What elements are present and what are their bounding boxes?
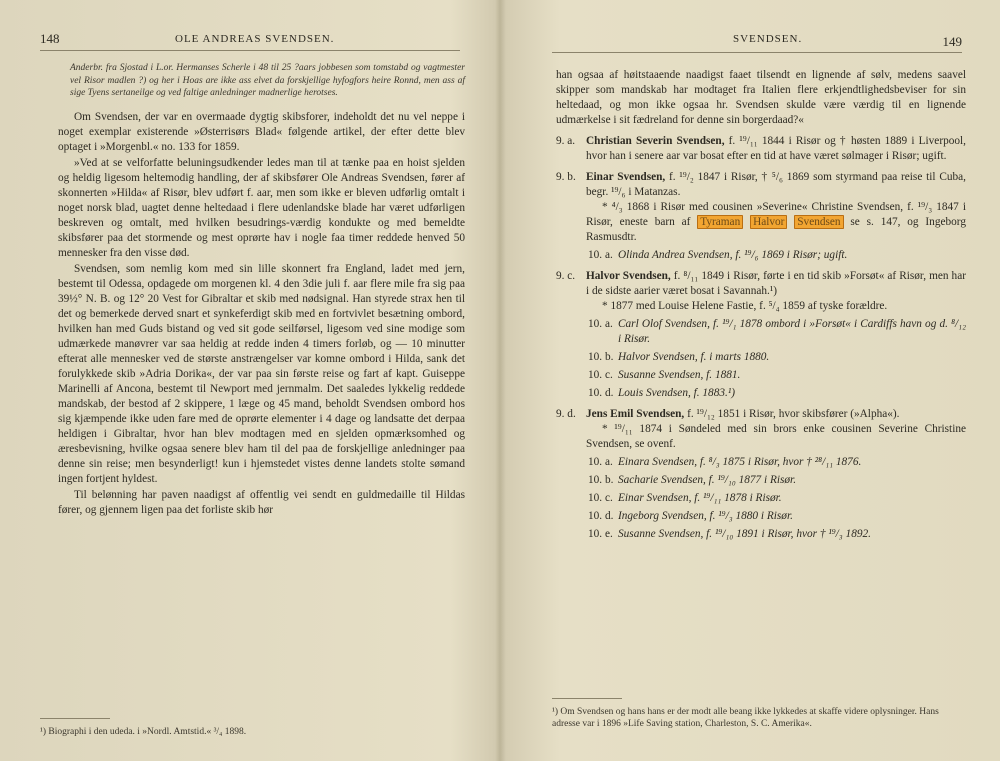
footnote-rule (40, 718, 110, 719)
child-entry: 10. a. Olinda Andrea Svendsen, f. ¹⁹/₆ 1869 i Risør; ugift. (588, 249, 848, 261)
highlighted-word[interactable]: Svendsen (794, 215, 843, 229)
entry-mark: 9. b. (556, 171, 576, 183)
entry-name: Einar Svendsen, (586, 171, 666, 183)
child-entry: 10. a. Einara Svendsen, f. ⁸/₃ 1875 i Risør, hvor † ²⁸/₁₁ 1876. (588, 456, 862, 468)
paragraph: Til belønning har paven naadigst af offentlig vei sendt en guldmedaille til Hildas fører, og gjennem ligen paa det forliste skib hør (58, 488, 465, 516)
child-entry: 10. d. Ingeborg Svendsen, f. ¹⁹/₃ 1880 i Risør. (588, 510, 793, 522)
entry-mark: 9. a. (556, 135, 576, 147)
entry-name: Halvor Svendsen, (586, 270, 671, 282)
genealogy-entry (556, 170, 966, 200)
paragraph: han ogsaa af høitstaaende naadigst faaet tilsendt en lignende af sølv, medens saavel skipper som mandskab har modtaget fra Italien flere erkjendtlighedsbeviser for sin heltedaad, og mon ikke ogsaa hr. Svendsen skulde være værdig til en lignende udmærkelse i sit fædreland for denne sin borgerdaad?« (556, 69, 966, 126)
right-body (556, 68, 966, 542)
child-entry: 10. b. Sacharie Svendsen, f. ¹⁹/₁₀ 1877 i Risør. (588, 474, 797, 486)
entry-text: f. ⁸/₁₁ 1849 i Risør, førte i en tid skib »Forsøt« af Risør, men har i de sidste aarier været bosat i Savannah.¹) (586, 270, 966, 297)
footnote: ¹) Om Svendsen og hans hans er der modt alle beang ikke lykkedes at skaffe videre oplysninger. Hans adresse var i 1896 »Life Saving station, Charleston, S. C. Amerika«. (552, 707, 939, 729)
child-entry: 10. a. Carl Olof Svendsen, f. ¹⁹/₁ 1878 ombord i »Forsøt« i Cardiffs havn og d. ⁸/₁₂ i Risør. (588, 318, 966, 345)
page-number: 148 (40, 31, 60, 46)
highlighted-word[interactable]: Tyraman (697, 215, 743, 229)
intro-note: Anderbr. fra Sjostad i L.or. Hermanses Scherle i 48 til 25 ?aars jobbesen som tomstabd og vagtmester vel Risor madlen ?) og her i Hoas are ikke ass elvet da forskjellige hyfogfors heire Ronnd, men ass af sige Tyens sertaneilge og ved faltige anledninger madnerlige herotses. (70, 63, 465, 98)
right-page (500, 0, 1000, 761)
entry-mark: 9. d. (556, 408, 576, 420)
footnote: ¹) Biographi i den udeda. i »Nordl. Amtstid.« ³/₄ 1898. (40, 727, 247, 737)
child-entry: 10. c. Susanne Svendsen, f. 1881. (588, 369, 741, 381)
left-body (58, 62, 465, 519)
entry-name: Jens Emil Svendsen, (586, 408, 685, 420)
child-entry: 10. e. Susanne Svendsen, f. ¹⁹/₁₀ 1891 i Risør, hvor † ¹⁹/₃ 1892. (588, 528, 871, 540)
entry-text: f. ¹⁹/₁₁ 1844 i Risør og † høsten 1889 i Liverpool, hvor han i senere aar var bosat efter en tid at have været sølmager i Risør; ugift. (586, 135, 966, 162)
marriage-line: * 1877 med Louise Helene Fastie, f. ⁵/₄ 1859 af tyske forældre. (602, 300, 888, 312)
header-rule (552, 52, 962, 53)
child-entry: 10. b. Halvor Svendsen, f. i marts 1880. (588, 351, 770, 363)
running-head: OLE ANDREAS SVENDSEN. (175, 33, 335, 45)
entry-text: f. ¹⁹/₂ 1847 i Risør, † ⁵/₆ 1869 som styrmand paa reise til Cuba, begr. ¹⁹/₆ i Matanzas. (586, 171, 966, 198)
paragraph: Svendsen, som nemlig kom med sin lille skonnert fra England, ladet med jern, bestemt til Odessa, opdagede om morgenen kl. 4 den 3die juli f. aar flere mile fra sig paa 39½° N. B. og 12° 20 Vest for Gibraltar et skib med nødsignal. Han styrede strax hen til det og bemerkede derved snart et synkeferdigt skib med en fortvivlet besætning ombord, hvilken han med Guds bistand og ved sit gode seilførsel, ligesom ved sine modige som udmærkede manøvrer var saa heldig at redde inden 4 timers forløb, og — 10 minutter efterat alle mennesker ved de største anstrængelser var komne ombord i Hilda, sank det forulykkede skib »Adria Dorika«, der var paa sin første reise og fart af kapt. Guiseppe Marinelli af Ancona, bestemt til Newport med jernmalm. Det saaledes lykkelig reddede mandskab, der bestod af 2 skippere, 1 læge og 45 mand, beholdt Svendsen ombord hos sig kjæmpende ikke uden fare med de oprørte elementer i 4 dage og landsatte det derpaa heldigen i Gibraltar, hvor han blev modtagen med en sjelden opmærksomhed og æresbevisning, hvilke ogsaa senere blev ham til del paa de forskjellige anledninger paa denne sin reise; men besynderligt! kun i hjemstedet vistes denne landets stolte sømand ingen fortjent hyldest. (58, 262, 465, 485)
marriage-line: * ⁴/₃ 1868 i Risør med cousinen »Severine« Christine Svendsen, f. ¹⁹/₃ 1847 i Risør, eneste barn af Tyraman Halvor Svendsen se s. 147, og Ingeborg Rasmusdtr. (586, 201, 966, 243)
header-rule (40, 50, 460, 51)
genealogy-entry (556, 269, 966, 299)
child-entry: 10. d. Louis Svendsen, f. 1883.¹) (588, 387, 735, 399)
genealogy-entry (556, 407, 966, 422)
entry-text: f. ¹⁹/₁₂ 1851 i Risør, hvor skibsfører (»Alpha«). (687, 408, 900, 420)
entry-name: Christian Severin Svendsen, (586, 135, 725, 147)
running-head: SVENDSEN. (733, 33, 803, 45)
highlighted-word[interactable]: Halvor (750, 215, 787, 229)
paragraph: »Ved at se velforfatte beluningsudkender ledes man til at tænke paa en hoist sjelden og heldig ligesom heltemodig handling, der af skibsfører Ole Andreas Svendsen, fører af skonnerten »Hilda« af Risør, blev udført f. aar, men som ikke er bleven udførlig omtalt i noget norsk blad, uagtet denne heltedaad i flere udenlandske blade har været udførligen beskreven og omtalt, med hvilken besudrings-værdig kondukte og med bemeldte skibsfører paa det stormende og mest oprørte hav i nogle faa timer reddede henved 50 mennesker fra den visse død. (58, 156, 465, 259)
entry-mark: 9. c. (556, 270, 576, 282)
paragraph: Om Svendsen, der var en overmaade dygtig skibsforer, indeholdt det nu vel neppe i noget exemplar existerende »Østerrisørs Blad« følgende artikel, der efter dette blev optaget i »Morgenbl.« no. 133 for 1859. (58, 110, 465, 153)
marriage-line: * ¹⁹/₁₁ 1874 i Søndeled med sin brors enke cousinen Severine Christine Svendsen, se ovenf. (586, 423, 966, 450)
page-number: 149 (942, 34, 962, 49)
child-entry: 10. c. Einar Svendsen, f. ¹⁹/₁₁ 1878 i Risør. (588, 492, 782, 504)
footnote-rule (552, 698, 622, 699)
genealogy-entry (556, 134, 966, 164)
